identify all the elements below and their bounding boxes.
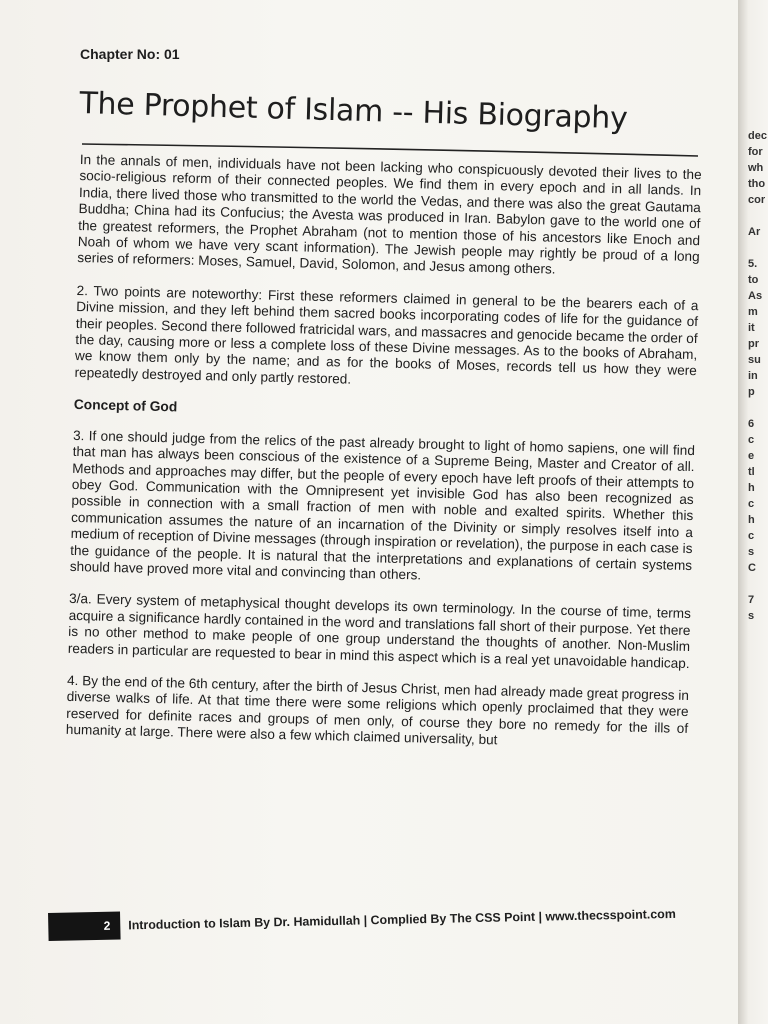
- bleed-fragment: c: [748, 434, 755, 446]
- bleed-fragment: m: [748, 306, 758, 318]
- next-page-edge: [748, 128, 768, 624]
- bleed-fragment: 6: [748, 418, 755, 430]
- bleed-fragment: dec: [748, 130, 767, 142]
- page-number: 2: [48, 911, 121, 941]
- paragraph-2: 2. Two points are noteworthy: First these reformers claimed in general to be the bearers each of a Divine mission, and they left behind them sacred books incorporating codes of life for the guidance of their peoples. Second there followed fratricidal wars, and massacres and genocide became the order of the day, causing more or less a complete loss of these Divine messages. As to the books of Abraham, we know them only by the name; and as for the books of Moses, records tell us how they were repeatedly destroyed and only partly restored.: [74, 282, 699, 387]
- bleed-fragment: su: [748, 354, 761, 366]
- bleed-fragment: cor: [748, 194, 766, 206]
- paragraph-4: 4. By the end of the 6th century, after the birth of Jesus Christ, men had already made great progress in diverse walks of life. At that time there were some religions which openly proclaimed that they were reserved for definite races and groups of men only, of course they bore no remedy for the ills of humanity at large. There were also a few which claimed universality, but: [65, 672, 690, 748]
- bleed-fragment: s: [748, 546, 755, 558]
- bleed-fragment: Ar: [748, 226, 761, 238]
- bleed-fragment: tho: [748, 178, 766, 190]
- bleed-fragment: pr: [748, 338, 759, 350]
- bleed-fragment: C: [748, 562, 756, 574]
- bleed-fragment: c: [748, 498, 755, 510]
- body-text: [65, 152, 702, 770]
- page-footer: [48, 898, 728, 942]
- bleed-fragment: [748, 240, 768, 256]
- bleed-fragment: s: [748, 610, 755, 622]
- bleed-fragment: h: [748, 514, 755, 526]
- bleed-fragment: [748, 208, 768, 224]
- bleed-fragment: h: [748, 482, 755, 494]
- bleed-fragment: 7: [748, 594, 755, 606]
- bleed-fragment: 5.: [748, 258, 758, 270]
- chapter-label: Chapter No: 01: [80, 46, 180, 62]
- bleed-fragment: it: [748, 322, 755, 334]
- bleed-fragment: wh: [748, 162, 764, 174]
- bleed-fragment: in: [748, 370, 758, 382]
- page-title: The Prophet of Islam -- His Biography: [79, 86, 628, 137]
- bleed-fragment: to: [748, 274, 759, 286]
- bleed-fragment: [748, 400, 768, 416]
- bleed-fragment: e: [748, 450, 755, 462]
- paragraph-3: 3. If one should judge from the relics of the past already brought to light of homo sapiens, one will find that man has always been conscious of the existence of a Supreme Being, Master and Creator of all. Methods and approaches may differ, but the people of every epoch have left proofs of their attempts to obey God. Communication with the Omnipresent yet invisible God has also been recognized as possible in connection with a small fraction of men with noble and exalted spirits. Whether this communication assumes the nature of an incarnation of the Divinity or simply resolves itself into a medium of reception of Divine messages (through inspiration or revelation), the purpose in each case is the guidance of the people. It is natural that the interpretations and explanations of certain systems should have proved more vital and convincing than others.: [69, 427, 696, 583]
- bleed-fragment: tl: [748, 466, 755, 478]
- bleed-fragment: As: [748, 290, 763, 302]
- bleed-fragment: c: [748, 530, 755, 542]
- bleed-fragment: p: [748, 386, 755, 398]
- paragraph-1: In the annals of men, individuals have not been lacking who conspicuously devoted their lives to the socio-religious reform of their connected peoples. We find them in every epoch and in all lands. In India, there lived those who transmitted to the world the Vedas, and there was also the great Gautama Buddha; China had its Confucius; the Avesta was produced in Iran. Babylon gave to the world one of the greatest reformers, the Prophet Abraham (not to mention those of his ancestors like Enoch and Noah of whom we have very scant information). The Jewish people may rightly be proud of a long series of reformers: Moses, Samuel, David, Solomon, and Jesus among others.: [77, 152, 702, 278]
- footer-text: Introduction to Islam By Dr. Hamidullah | Complied By The CSS Point | www.thecsspoint.com: [128, 906, 676, 933]
- section-heading: Concept of God: [73, 397, 178, 415]
- bleed-fragment: [748, 576, 768, 592]
- paragraph-3a: 3/a. Every system of metaphysical thought develops its own terminology. In the course of time, terms acquire a significance hardly contained in the word and translations fall short of their purpose. Yet there is no other method to make people of one group understand the thoughts of another. Non-Muslim readers in particular are requested to bear in mind this aspect which is a real yet unavoidable handicap.: [67, 591, 692, 671]
- bleed-fragment: for: [748, 146, 763, 158]
